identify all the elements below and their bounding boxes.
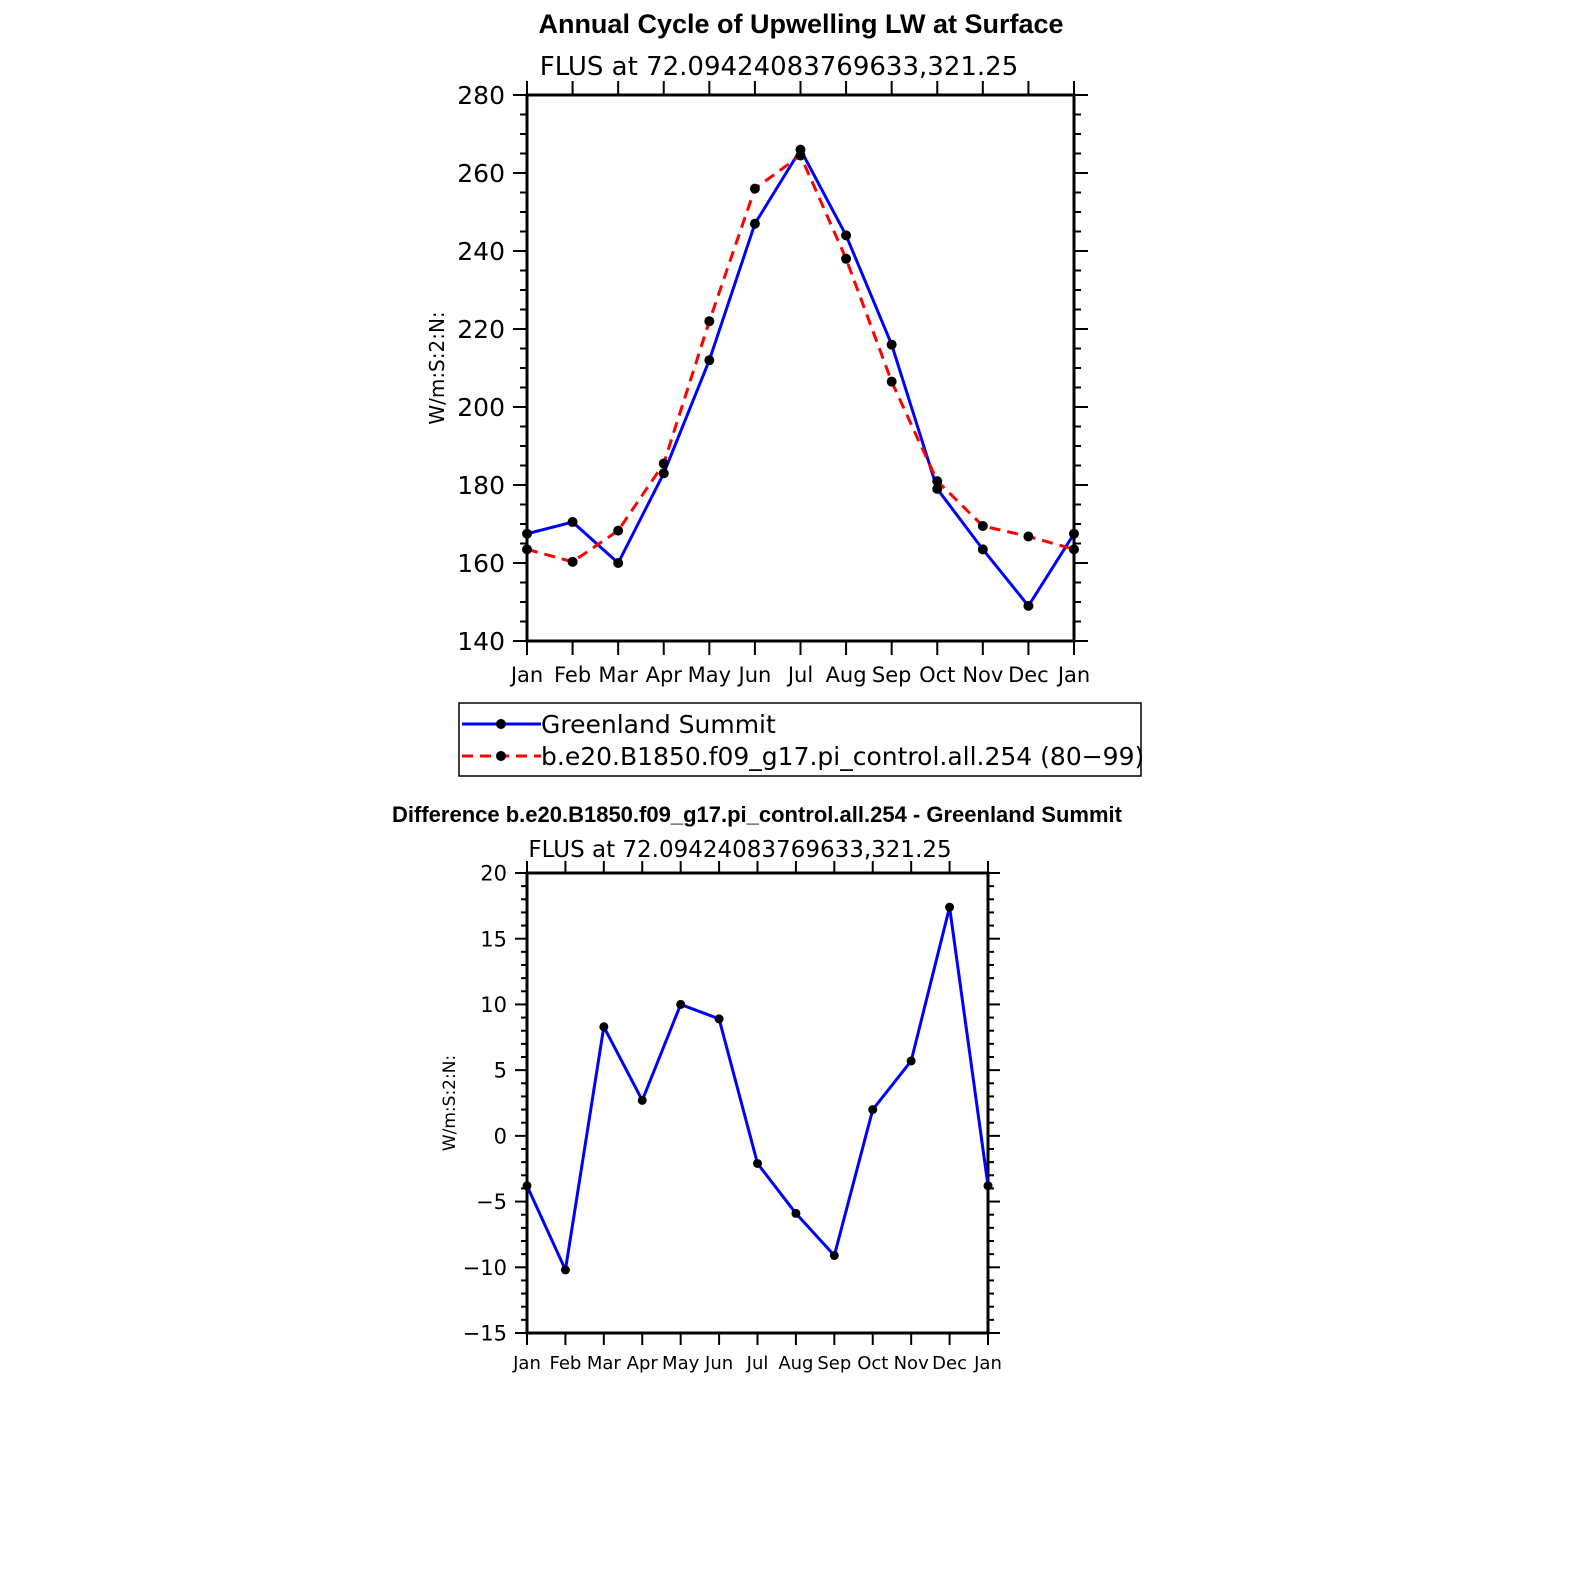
y-tick-label: 260: [457, 159, 505, 188]
data-point-s0-8: [830, 1251, 839, 1260]
data-point-s1-5: [750, 184, 760, 194]
chart-subtitle: FLUS at 72.09424083769633,321.25: [539, 52, 1019, 82]
series-line-1: [527, 155, 1074, 561]
data-point-s0-2: [613, 558, 623, 568]
data-point-s0-5: [750, 219, 760, 229]
x-tick-label: Jul: [787, 663, 814, 687]
x-tick-label: Dec: [932, 1353, 968, 1374]
data-point-s0-3: [659, 468, 669, 478]
y-tick-label: 15: [480, 927, 507, 952]
y-tick-label: 180: [457, 471, 505, 500]
y-tick-label: 160: [457, 549, 505, 578]
y-tick-label: −15: [462, 1321, 507, 1346]
data-point-s0-3: [638, 1096, 647, 1105]
axis-ticks: [463, 861, 1002, 1374]
data-point-s1-3: [659, 459, 669, 469]
y-axis-label: W/m:S:2:N:: [425, 311, 449, 425]
plot-frame: [527, 873, 988, 1333]
data-point-s1-7: [841, 254, 851, 264]
axis-ticks: [457, 81, 1090, 687]
data-point-s0-9: [868, 1105, 877, 1114]
data-point-s0-11: [1023, 601, 1033, 611]
x-tick-label: Jan: [1057, 663, 1091, 687]
data-point-s0-2: [599, 1022, 608, 1031]
x-tick-label: Jan: [513, 1353, 541, 1374]
data-point-s0-4: [704, 355, 714, 365]
series-lines: [522, 145, 1079, 611]
data-point-s0-6: [753, 1159, 762, 1168]
x-tick-label: May: [687, 663, 732, 687]
x-tick-label: Mar: [586, 1353, 621, 1374]
data-point-s0-12: [1069, 529, 1079, 539]
data-point-s0-11: [945, 903, 954, 912]
y-tick-label: 200: [457, 393, 505, 422]
data-point-s1-1: [568, 557, 578, 567]
legend-marker-model: [496, 751, 506, 761]
x-tick-label: Nov: [893, 1353, 929, 1374]
y-tick-label: 20: [480, 861, 507, 886]
y-tick-label: −5: [476, 1190, 507, 1215]
x-tick-label: Oct: [857, 1353, 889, 1374]
y-tick-label: 240: [457, 237, 505, 266]
x-tick-label: Jul: [746, 1353, 769, 1374]
y-tick-label: 280: [457, 81, 505, 110]
x-tick-label: Sep: [817, 1353, 852, 1374]
y-axis-label: W/m:S:2:N:: [440, 1054, 460, 1152]
data-point-s1-0: [522, 544, 532, 554]
data-point-s0-5: [715, 1014, 724, 1023]
series-line-0: [527, 907, 988, 1270]
x-tick-label: Jan: [974, 1353, 1002, 1374]
data-point-s1-8: [887, 377, 897, 387]
legend-label-model: b.e20.B1850.f09_g17.pi_control.all.254 (80−99): [541, 742, 1145, 771]
data-point-s0-7: [791, 1209, 800, 1218]
legend-marker-greenland-summit: [496, 719, 506, 729]
data-point-s1-4: [704, 316, 714, 326]
x-tick-label: Feb: [549, 1353, 582, 1374]
x-tick-label: May: [662, 1353, 700, 1374]
x-tick-label: Aug: [825, 663, 867, 687]
x-tick-label: Mar: [598, 663, 638, 687]
y-tick-label: 0: [493, 1124, 507, 1149]
data-point-s0-4: [676, 1000, 685, 1009]
data-point-s0-1: [561, 1265, 570, 1274]
data-point-s0-7: [841, 230, 851, 240]
data-point-s0-12: [984, 1181, 993, 1190]
data-point-s1-11: [1023, 531, 1033, 541]
legend: [459, 703, 1144, 776]
y-tick-label: 10: [480, 992, 507, 1017]
data-point-s0-10: [978, 544, 988, 554]
x-tick-label: Aug: [778, 1353, 814, 1374]
data-point-s0-0: [523, 1181, 532, 1190]
chart-subtitle: FLUS at 72.09424083769633,321.25: [528, 837, 952, 863]
x-tick-label: Feb: [553, 663, 592, 687]
x-tick-label: Jun: [738, 663, 772, 687]
data-point-s0-8: [887, 340, 897, 350]
data-point-s1-9: [932, 476, 942, 486]
y-tick-label: 5: [493, 1058, 507, 1083]
x-tick-label: Oct: [919, 663, 956, 687]
y-tick-label: −10: [462, 1255, 507, 1280]
data-point-s1-6: [796, 150, 806, 160]
difference-chart: [392, 802, 1123, 1374]
data-point-s1-2: [613, 526, 623, 536]
data-point-s1-12: [1069, 544, 1079, 554]
y-tick-label: 140: [457, 627, 505, 656]
legend-label-greenland-summit: Greenland Summit: [541, 710, 776, 739]
x-tick-label: Nov: [962, 663, 1004, 687]
data-point-s1-10: [978, 521, 988, 531]
data-point-s0-1: [568, 517, 578, 527]
y-tick-label: 220: [457, 315, 505, 344]
x-tick-label: Dec: [1008, 663, 1049, 687]
x-tick-label: Jan: [510, 663, 544, 687]
data-point-s0-0: [522, 529, 532, 539]
data-point-s0-10: [907, 1056, 916, 1065]
chart-title: Annual Cycle of Upwelling LW at Surface: [538, 9, 1064, 39]
annual-cycle-chart: [425, 9, 1144, 776]
x-tick-label: Apr: [645, 663, 682, 687]
x-tick-label: Sep: [871, 663, 912, 687]
x-tick-label: Jun: [705, 1353, 734, 1374]
series-lines: [523, 903, 993, 1275]
x-tick-label: Apr: [626, 1353, 658, 1374]
chart-title: Difference b.e20.B1850.f09_g17.pi_control.all.254 - Greenland Summit: [392, 802, 1122, 827]
